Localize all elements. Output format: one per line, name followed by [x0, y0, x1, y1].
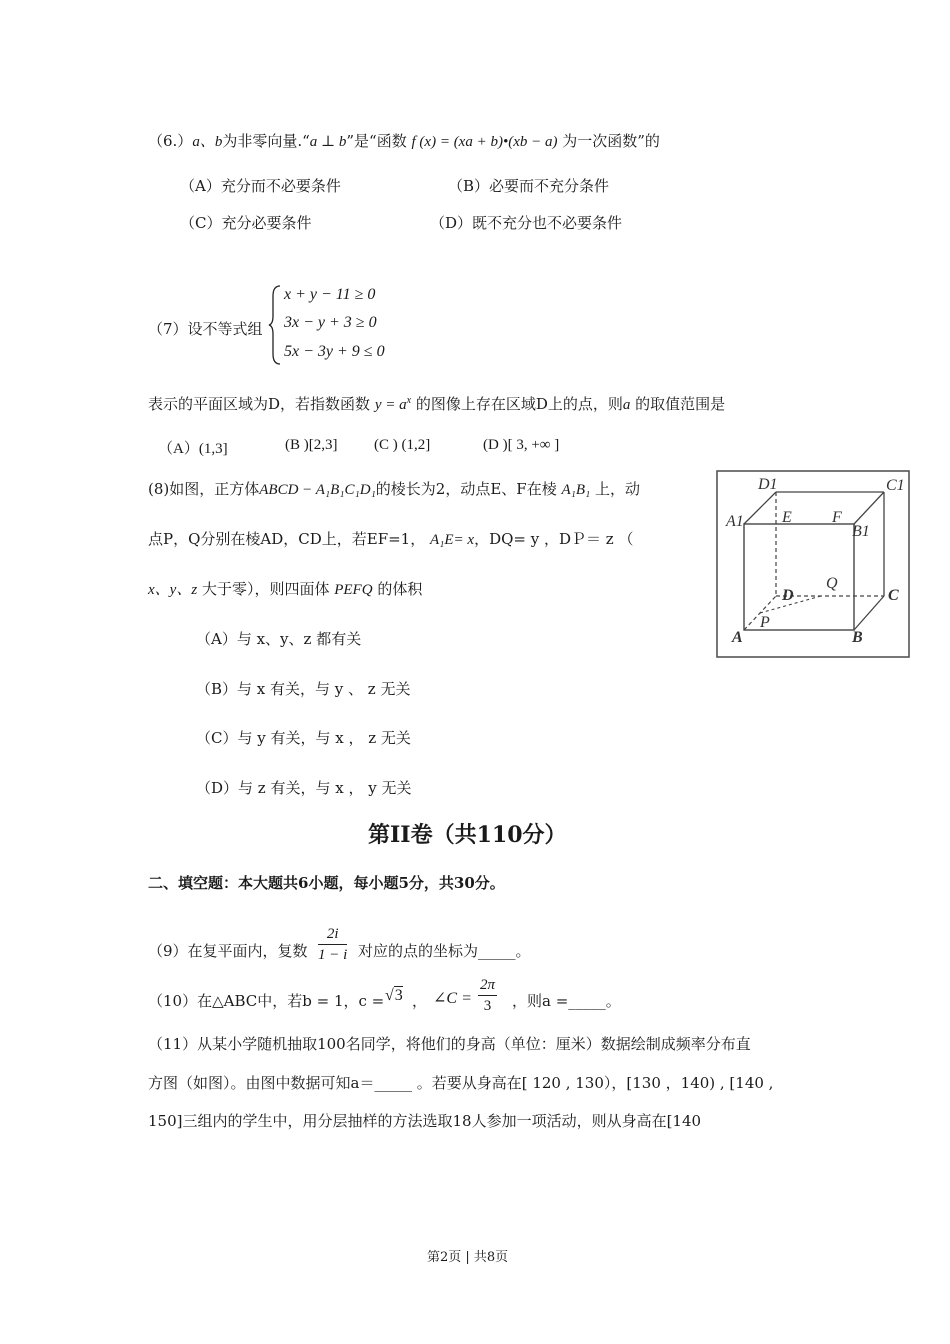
- q8-text5: 大于零），则四面体: [201, 580, 330, 598]
- q8-paren: （: [618, 530, 634, 548]
- q11-line-2: 方图（如图）。由图中数据可知a＝_____ 。若要从身高在[ 120 , 130），[130 ，140) , [140 ,: [148, 1074, 774, 1092]
- q7-option-c: (C ) (1,2]: [374, 437, 431, 453]
- q7-inequality-1: x + y − 11 ≥ 0: [284, 286, 376, 303]
- q7-exp-function: y = a: [374, 397, 407, 413]
- q8-text6: 的体积: [377, 580, 423, 598]
- section-title: 第II卷（共110分）: [368, 822, 567, 848]
- q8-dq: ，DQ= y: [474, 530, 540, 548]
- q7-inequality-2: 3x − y + 3 ≥ 0: [284, 314, 377, 331]
- q7-inequality-3: 5x − 3y + 9 ≤ 0: [284, 343, 385, 360]
- q8-edge-name: A₁B₁: [561, 482, 591, 498]
- q11-line-3: 150]三组内的学生中，用分层抽样的方法选取18人参加一项活动，则从身高在[140: [148, 1112, 702, 1130]
- q7-option-d: (D )[ 3, +∞ ]: [483, 437, 560, 453]
- q7-brace: [268, 284, 282, 366]
- q11-line-1: （11）从某小学随机抽取100名同学，将他们的身高（单位：厘米）数据绘制成频率分布直: [148, 1035, 751, 1053]
- q8-text4: 点P，Q分别在棱AD，CD上，若EF=1，: [148, 530, 426, 548]
- q7-desc-text1: 表示的平面区域为D，若指数函数: [148, 395, 371, 413]
- q8-a1e: A₁E= x: [430, 532, 475, 548]
- label-d1: D1: [758, 476, 778, 493]
- q10-denominator: 3: [483, 998, 492, 1014]
- q8-text3: 上，动: [595, 480, 641, 498]
- q10-sqrt-value: 3: [394, 987, 403, 1004]
- q9-text-b: 对应的点的坐标为_____。: [358, 942, 531, 960]
- q7-desc-text2: 的图像上存在区域D上的点，则: [415, 395, 623, 413]
- q8-text1: (8)如图，正方体: [148, 480, 260, 498]
- q7-option-a: （A）(1,3]: [158, 441, 228, 457]
- q6-text3: 为一次函数”的: [562, 132, 660, 150]
- q6-function: f (x) = (xa + b)•(xb − a): [411, 134, 558, 150]
- label-a: A: [732, 629, 743, 646]
- q6-option-a: （A）充分而不必要条件: [180, 177, 341, 195]
- page-footer: 第2页 | 共8页: [427, 1250, 509, 1265]
- q8-cube-name: ABCD − A₁B₁C₁D₁: [259, 482, 376, 498]
- label-c: C: [888, 587, 899, 604]
- q8-option-d: （D）与 z 有关，与 x ， y 无关: [196, 779, 412, 797]
- q8-option-b: （B）与 x 有关，与 y 、 z 无关: [196, 680, 411, 698]
- q8-option-a: （A）与 x、y、z 都有关: [196, 630, 362, 648]
- q6-text2: ”是“函数: [346, 132, 407, 150]
- q9-numerator: 2i: [318, 924, 347, 945]
- q7-exponent: x: [406, 395, 412, 406]
- q8-option-c: （C）与 y 有关，与 x ， z 无关: [196, 729, 411, 747]
- label-e: E: [782, 509, 792, 526]
- label-b: B: [852, 629, 863, 646]
- q8-cube-figure: [716, 470, 910, 658]
- q7-variable: a: [622, 397, 631, 413]
- q10-text-c: ，则a =_____。: [512, 992, 621, 1010]
- q6-text: 为非零向量.“: [222, 132, 310, 150]
- q7-label: （7）设不等式组: [148, 320, 263, 338]
- q8-line-2: [148, 528, 634, 549]
- q9-text-a: （9）在复平面内，复数: [148, 942, 308, 960]
- q8-text2: 的棱长为2，动点E、F在棱: [375, 480, 557, 498]
- q6-vectors: a、b: [192, 134, 223, 150]
- q8-tetrahedron: PEFQ: [334, 582, 373, 598]
- q10-comma: ，: [412, 992, 428, 1010]
- q9-denominator: 1 − i: [318, 947, 348, 963]
- q8-dp: ，DＰ＝ z: [544, 530, 614, 548]
- q10-text-a: （10）在△ABC中，若b = 1，c =: [148, 992, 385, 1010]
- label-p: P: [760, 614, 770, 631]
- q8-line-3: [148, 578, 422, 599]
- label-q: Q: [826, 575, 838, 592]
- q9-fraction: [318, 924, 347, 965]
- q10-angle: ∠C =: [433, 990, 472, 1007]
- label-d: D: [782, 587, 794, 604]
- q6-perp: a ⊥ b: [309, 134, 347, 150]
- q8-line-1: [148, 478, 640, 499]
- q7-desc-text3: 的取值范围是: [635, 395, 726, 413]
- q8-vars: x、y、z: [148, 582, 198, 598]
- q6-option-d: （D）既不充分也不必要条件: [430, 214, 623, 232]
- q6-option-c: （C）充分必要条件: [180, 214, 312, 232]
- label-a1: A1: [726, 513, 744, 530]
- label-b1: B1: [852, 523, 870, 540]
- q6-stem: [148, 130, 660, 151]
- q7-option-b: (B )[2,3]: [285, 437, 338, 453]
- q6-number: （6.）: [148, 132, 193, 150]
- q7-description: [148, 393, 725, 414]
- fill-in-heading: 二、填空题：本大题共6小题，每小题5分，共30分。: [148, 874, 505, 892]
- q10-numerator: 2π: [478, 975, 497, 996]
- label-f: F: [832, 509, 842, 526]
- q10-fraction: [478, 975, 497, 1016]
- q6-option-b: （B）必要而不充分条件: [448, 177, 610, 195]
- q10-sqrt: √3: [385, 987, 403, 1004]
- label-c1: C1: [886, 477, 905, 494]
